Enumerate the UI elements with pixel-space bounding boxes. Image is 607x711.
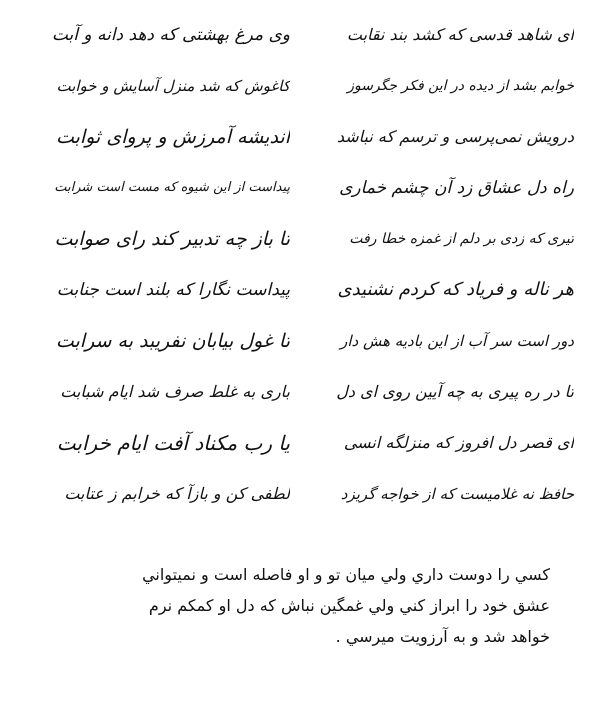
couplet-10 bbox=[0, 471, 607, 521]
couplet-4 bbox=[0, 165, 607, 215]
hemistich-right: حافظ نه غلامیست که از خواجه گریزد bbox=[340, 485, 574, 503]
hemistich-right: ای شاهد قدسی که کشد بند نقابت bbox=[346, 25, 574, 44]
hemistich-left: وی مرغ بهشتی که دهد دانه و آبت bbox=[52, 25, 290, 45]
prose-paragraph bbox=[80, 559, 550, 652]
hemistich-left: پیداست نگارا که بلند است جنابت bbox=[56, 280, 290, 300]
hemistich-right: ای قصر دل افروز که منزلگه انسی bbox=[343, 433, 574, 452]
hemistich-right: هر ناله و فریاد که کردم نشنیدی bbox=[337, 279, 574, 300]
hemistich-left: اندیشه آمرزش و پروای ثوابت bbox=[55, 126, 290, 148]
hemistich-right: راه دل عشاق زد آن چشم خماری bbox=[339, 178, 574, 198]
couplet-9 bbox=[0, 420, 607, 470]
couplet-7 bbox=[0, 318, 607, 368]
couplet-6 bbox=[0, 267, 607, 317]
hemistich-right: تیری که زدی بر دلم از غمزه خطا رفت bbox=[349, 231, 574, 247]
hemistich-right: خوابم بشد از دیده در این فکر جگرسوز bbox=[347, 78, 574, 94]
hemistich-right: تا در ره پیری به چه آیین روی ای دل bbox=[336, 382, 574, 401]
hemistich-left: کاغوش که شد منزل آسایش و خوابت bbox=[56, 77, 290, 95]
prose-line: خواهد شد و به آرزويت ميرسي . bbox=[335, 627, 550, 646]
couplet-2 bbox=[0, 63, 607, 113]
hemistich-left: یا رب مکناد آفت ایام خرابت bbox=[56, 431, 290, 455]
hemistich-right: درویش نمی‌پرسی و ترسم که نباشد bbox=[336, 127, 574, 146]
hemistich-left: لطفی کن و بازآ که خرابم ز عتابت bbox=[64, 484, 290, 503]
couplet-1 bbox=[0, 12, 607, 62]
couplet-5 bbox=[0, 216, 607, 266]
hemistich-left: باری به غلط صرف شد ایام شبابت bbox=[60, 382, 290, 401]
hemistich-left: تا غول بیابان نفریبد به سرابت bbox=[55, 330, 290, 352]
prose-line: عشق خود را ابراز كني ولي غمگين نباش كه دل او كمكم نرم bbox=[148, 596, 550, 615]
prose-line: كسي را دوست داري ولي ميان تو و او فاصله است و نميتواني bbox=[142, 565, 550, 584]
hemistich-left: تا باز چه تدبیر کند رای صوابت bbox=[54, 228, 290, 250]
hemistich-right: دور است سر آب از این بادیه هش دار bbox=[340, 332, 574, 350]
hemistich-left: پیداست از این شیوه که مست است شرابت bbox=[54, 180, 290, 195]
couplet-3 bbox=[0, 114, 607, 164]
couplet-8 bbox=[0, 369, 607, 419]
